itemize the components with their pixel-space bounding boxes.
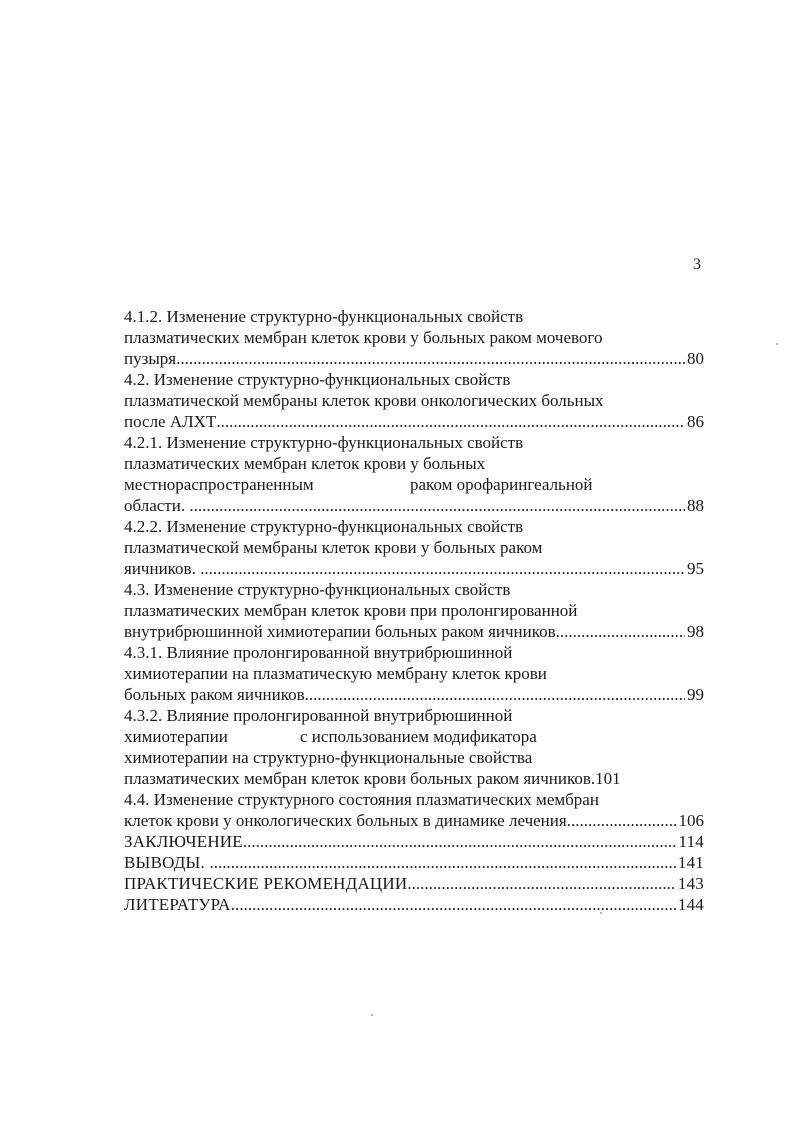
toc-entry-title: клеток крови у онкологических больных в динамике лечения. <box>124 811 571 830</box>
toc-line-text: с использованием модификатора <box>300 727 537 746</box>
toc-line: плазматических мембран клеток крови у больных <box>124 454 486 473</box>
dot-leader <box>556 621 685 642</box>
toc-line-text: местнораспространенным <box>124 475 314 494</box>
toc-page-number: 98 <box>687 622 704 641</box>
toc-entry-title: ЗАКЛЮЧЕНИЕ <box>124 832 243 851</box>
toc-page-number: 143 <box>677 874 704 893</box>
toc-line: 4.2. Изменение структурно-функциональных свойств <box>124 370 511 389</box>
toc-entry-title: области. <box>124 496 190 515</box>
toc-line: химиотерапии на плазматическую мембрану клеток крови <box>124 664 547 683</box>
toc-entry-title: пузыря <box>124 349 177 368</box>
toc-line: 4.3.1. Влияние пролонгированной внутрибрюшинной <box>124 643 513 662</box>
toc-entry-last-line <box>124 894 704 915</box>
toc-line: химиотерапии на структурно-функциональные свойства <box>124 748 533 767</box>
toc-page-number: 95 <box>687 559 704 578</box>
scan-speck <box>371 1014 373 1016</box>
toc-line: плазматической мембраны клеток крови у больных раком <box>124 538 543 557</box>
toc-line-text: раком орофарингеальной <box>410 475 593 494</box>
toc-entry-last-line <box>124 684 704 705</box>
toc-entry-title: ВЫВОДЫ. <box>124 853 210 872</box>
toc-page-number: 141 <box>677 853 704 872</box>
dot-leader <box>209 852 675 873</box>
toc-entry-last-line <box>124 621 704 642</box>
toc-line <box>124 327 704 348</box>
dot-leader <box>235 894 676 915</box>
toc-line <box>124 726 704 747</box>
scan-speck <box>600 912 602 914</box>
toc-line: 4.3.2. Влияние пролонгированной внутрибрюшинной <box>124 706 513 725</box>
toc-page-number: 88 <box>687 496 704 515</box>
toc-line: плазматической мембраны клеток крови онкологических больных <box>124 391 604 410</box>
toc-line: плазматических мембран клеток крови при пролонгированной <box>124 601 578 620</box>
toc-line: 4.2.1. Изменение структурно-функциональных свойств <box>124 433 524 452</box>
dot-leader <box>407 873 676 894</box>
toc-entry-last-line <box>124 852 704 873</box>
dot-leader <box>189 495 685 516</box>
toc-entry-title: больных раком яичников <box>124 685 305 704</box>
toc-entry-last-line <box>124 495 704 516</box>
toc-line <box>124 474 704 495</box>
page-number: 3 <box>693 256 701 273</box>
toc-page-number: 80 <box>687 349 704 368</box>
dot-leader <box>200 558 685 579</box>
dot-leader <box>216 411 685 432</box>
toc-entry-title: ПРАКТИЧЕСКИЕ РЕКОМЕНДАЦИИ <box>124 874 408 893</box>
toc-entry-title: после АЛХТ <box>124 412 217 431</box>
scan-speck <box>776 343 778 345</box>
table-of-contents <box>124 306 704 915</box>
toc-entry-last-line <box>124 411 704 432</box>
toc-page-number: 99 <box>687 685 704 704</box>
toc-entry-last-line <box>124 558 704 579</box>
toc-entry-title: ЛИТЕРАТУРА. <box>124 895 236 914</box>
toc-line-text: плазматических мембран клеток крови у больных раком мочевого <box>124 328 603 347</box>
toc-line: 4.4. Изменение структурного состояния плазматических мембран <box>124 790 599 809</box>
toc-entry-title: яичников. <box>124 559 201 578</box>
toc-line: 4.2.2. Изменение структурно-функциональных свойств <box>124 517 524 536</box>
toc-entry-last-line <box>124 831 704 852</box>
toc-page-number: 144 <box>677 895 704 914</box>
toc-line: плазматических мембран клеток крови больных раком яичников.101 <box>124 769 621 788</box>
toc-entry-title: внутрибрюшинной химиотерапии больных раком яичников <box>124 622 556 641</box>
toc-page-number: 106 <box>678 811 704 830</box>
toc-entry-last-line <box>124 810 704 831</box>
toc-entry-last-line <box>124 348 704 369</box>
dot-leader <box>176 348 685 369</box>
dot-leader <box>571 810 677 831</box>
toc-entry-last-line <box>124 873 704 894</box>
toc-line: 4.3. Изменение структурно-функциональных свойств <box>124 580 511 599</box>
dot-leader <box>243 831 677 852</box>
dot-leader <box>305 684 685 705</box>
toc-line-text: химиотерапии <box>124 727 228 746</box>
toc-page-number: 86 <box>687 412 704 431</box>
toc-page-number: 114 <box>678 832 704 851</box>
toc-line: 4.1.2. Изменение структурно-функциональных свойств <box>124 307 524 326</box>
